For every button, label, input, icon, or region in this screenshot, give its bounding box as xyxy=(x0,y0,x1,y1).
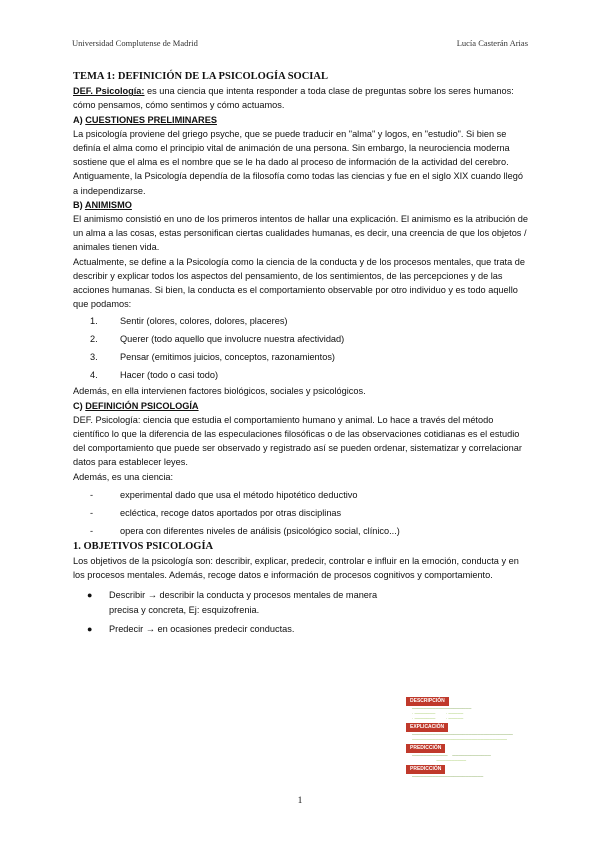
list-dash: - xyxy=(90,507,94,518)
section-c-paragraph-1: DEF. Psicología: ciencia que estudia el comportamiento humano y animal. Lo hace a través del método científico lo que la diferencia de las especulaciones filosóficas o de las observaciones cotidianas es el estudio del comportamiento que puede ser observado y registrado así se pueden ordenar, sistematizar y correlacionar datos para establecer leyes. xyxy=(73,414,522,468)
section-c-title: DEFINICIÓN PSICOLOGÍA xyxy=(85,400,199,411)
tema-def-label: DEF. Psicología: xyxy=(73,86,145,97)
header-university: Universidad Complutense de Madrid xyxy=(72,38,198,48)
diagram-line: · ─────── · ───── xyxy=(412,711,464,716)
section-a-title: CUESTIONES PRELIMINARES xyxy=(85,114,217,125)
page-content xyxy=(73,70,529,641)
tema-definition xyxy=(73,84,529,112)
list-number: 3. xyxy=(90,352,98,363)
list-text: Hacer (todo o casi todo) xyxy=(120,370,219,381)
section-b-heading xyxy=(73,198,529,212)
section-a-paragraph-1: La psicología proviene del griego psyche, que se puede traducir en "alma" y logos, en "estudio". Si bien se definía el alma como el principio vital de animación de una persona. Sin embargo, la neurociencia moderna sostiene que el alma es el nombre que se le ha dado al proceso de información de la actividad del cerebro. xyxy=(73,128,510,168)
section-b-title: ANIMISMO xyxy=(84,199,132,210)
list-item xyxy=(73,588,378,616)
diagram-box-prediccion: PREDICCIÓN xyxy=(406,744,445,753)
bullet-icon: ● xyxy=(87,590,93,601)
header-author: Lucía Casterán Arias xyxy=(456,38,528,48)
list-item xyxy=(73,522,529,540)
page-header xyxy=(72,38,528,48)
list-text: Querer (todo aquello que involucre nuestra afectividad) xyxy=(120,334,345,345)
list-item xyxy=(73,366,529,384)
list-text: Describir → describir la conducta y procesos mentales de manera precisa y concreta, Ej: esquizofrenia. xyxy=(109,590,378,615)
section-a-heading xyxy=(73,113,529,127)
list-text: ecléctica, recoge datos aportados por otras disciplinas xyxy=(120,507,342,518)
objetivos-bullets xyxy=(73,588,378,636)
list-dash: - xyxy=(90,525,94,536)
list-number: 4. xyxy=(90,370,98,381)
objetivos-heading: 1. OBJETIVOS PSICOLOGÍA xyxy=(73,540,214,552)
section-c-paragraph-2: Además, es una ciencia: xyxy=(73,471,174,482)
section-b-paragraph-1: El animismo consistió en uno de los primeros intentos de hallar una explicación. El animismo es la atribución de un alma a las cosas, estas personifican ciertas cualidades humanas, es decir, una creencia de que los objetos / animales tienen vida. xyxy=(73,214,529,253)
diagram-line: ──────────────────────────────── xyxy=(412,737,507,742)
section-b-letter: B) xyxy=(73,199,85,210)
section-b-paragraph-2: Actualmente, se define a la Psicología como la ciencia de la conducta y de los procesos mentales, que trata de describir y explicar todos los aspectos del pensamiento, de los sentimientos, de las percepciones y de las acciones humanas. Si bien, la conducta es el comportamiento observable por otro individuo y es todo aquello que podamos: xyxy=(73,256,525,310)
list-number: 2. xyxy=(90,334,98,345)
diagram-box-prediccion-2: PREDICCIÓN xyxy=(406,765,445,774)
tema-title: TEMA 1: DEFINICIÓN DE LA PSICOLOGÍA SOCIAL xyxy=(73,71,328,82)
diagram-box-explicacion: EXPLICACIÓN xyxy=(406,723,448,732)
list-item xyxy=(73,486,529,504)
objetivos-paragraph: Los objetivos de la psicología son: describir, explicar, predecir, controlar e influir en la emoción, conducta y en los procesos mentales. Además, recoge datos e información de procesos cognitivos y comportamiento. xyxy=(73,556,519,581)
bullet-icon: ● xyxy=(87,623,93,634)
section-a-paragraph-2: Antiguamente, la Psicología dependía de la filosofía como todas las ciencias y fue en el siglo XIX cuando llegó a independizarse. xyxy=(73,171,523,196)
list-item xyxy=(73,348,529,366)
list-text: Pensar (emitimos juicios, conceptos, razonamientos) xyxy=(120,352,335,363)
list-item xyxy=(73,312,529,330)
section-a-letter: A) xyxy=(73,114,86,125)
list-text: Sentir (olores, colores, dolores, placeres) xyxy=(120,316,288,327)
diagram-line: · ─────── · ───── xyxy=(412,716,464,721)
tema-def-text: es una ciencia que intenta responder a toda clase de preguntas sobre los seres humanos: cómo pensamos, cómo sentimos y cómo actuamos. xyxy=(73,86,514,111)
list-item xyxy=(73,504,529,522)
list-text: Predecir → en ocasiones predecir conductas. xyxy=(109,623,295,634)
diagram-box-descripcion: DESCRIPCIÓN xyxy=(406,697,449,706)
list-dash: - xyxy=(90,489,94,500)
list-item xyxy=(73,330,529,348)
conduct-list xyxy=(73,312,529,384)
section-c-heading xyxy=(73,399,529,413)
section-c-letter: C) xyxy=(73,400,86,411)
list-number: 1. xyxy=(90,316,98,327)
diagram-line: ────────────────────────────────── xyxy=(412,732,513,737)
diagram-line: ──────────────────── xyxy=(412,706,472,711)
list-text: experimental dado que usa el método hipotético deductivo xyxy=(120,489,358,500)
page-number: 1 xyxy=(297,796,303,806)
science-list xyxy=(73,486,529,540)
diagram-line: ────────── xyxy=(412,758,467,763)
diagram-line: ──────────────────────── xyxy=(412,774,484,779)
list-text: opera con diferentes niveles de análisis (psicológico social, clínico...) xyxy=(120,525,400,536)
diagram-line: ──────────── ───────────── xyxy=(412,753,491,758)
section-b-paragraph-3: Además, en ella intervienen factores biológicos, sociales y psicológicos. xyxy=(73,386,366,397)
list-item xyxy=(73,622,378,636)
